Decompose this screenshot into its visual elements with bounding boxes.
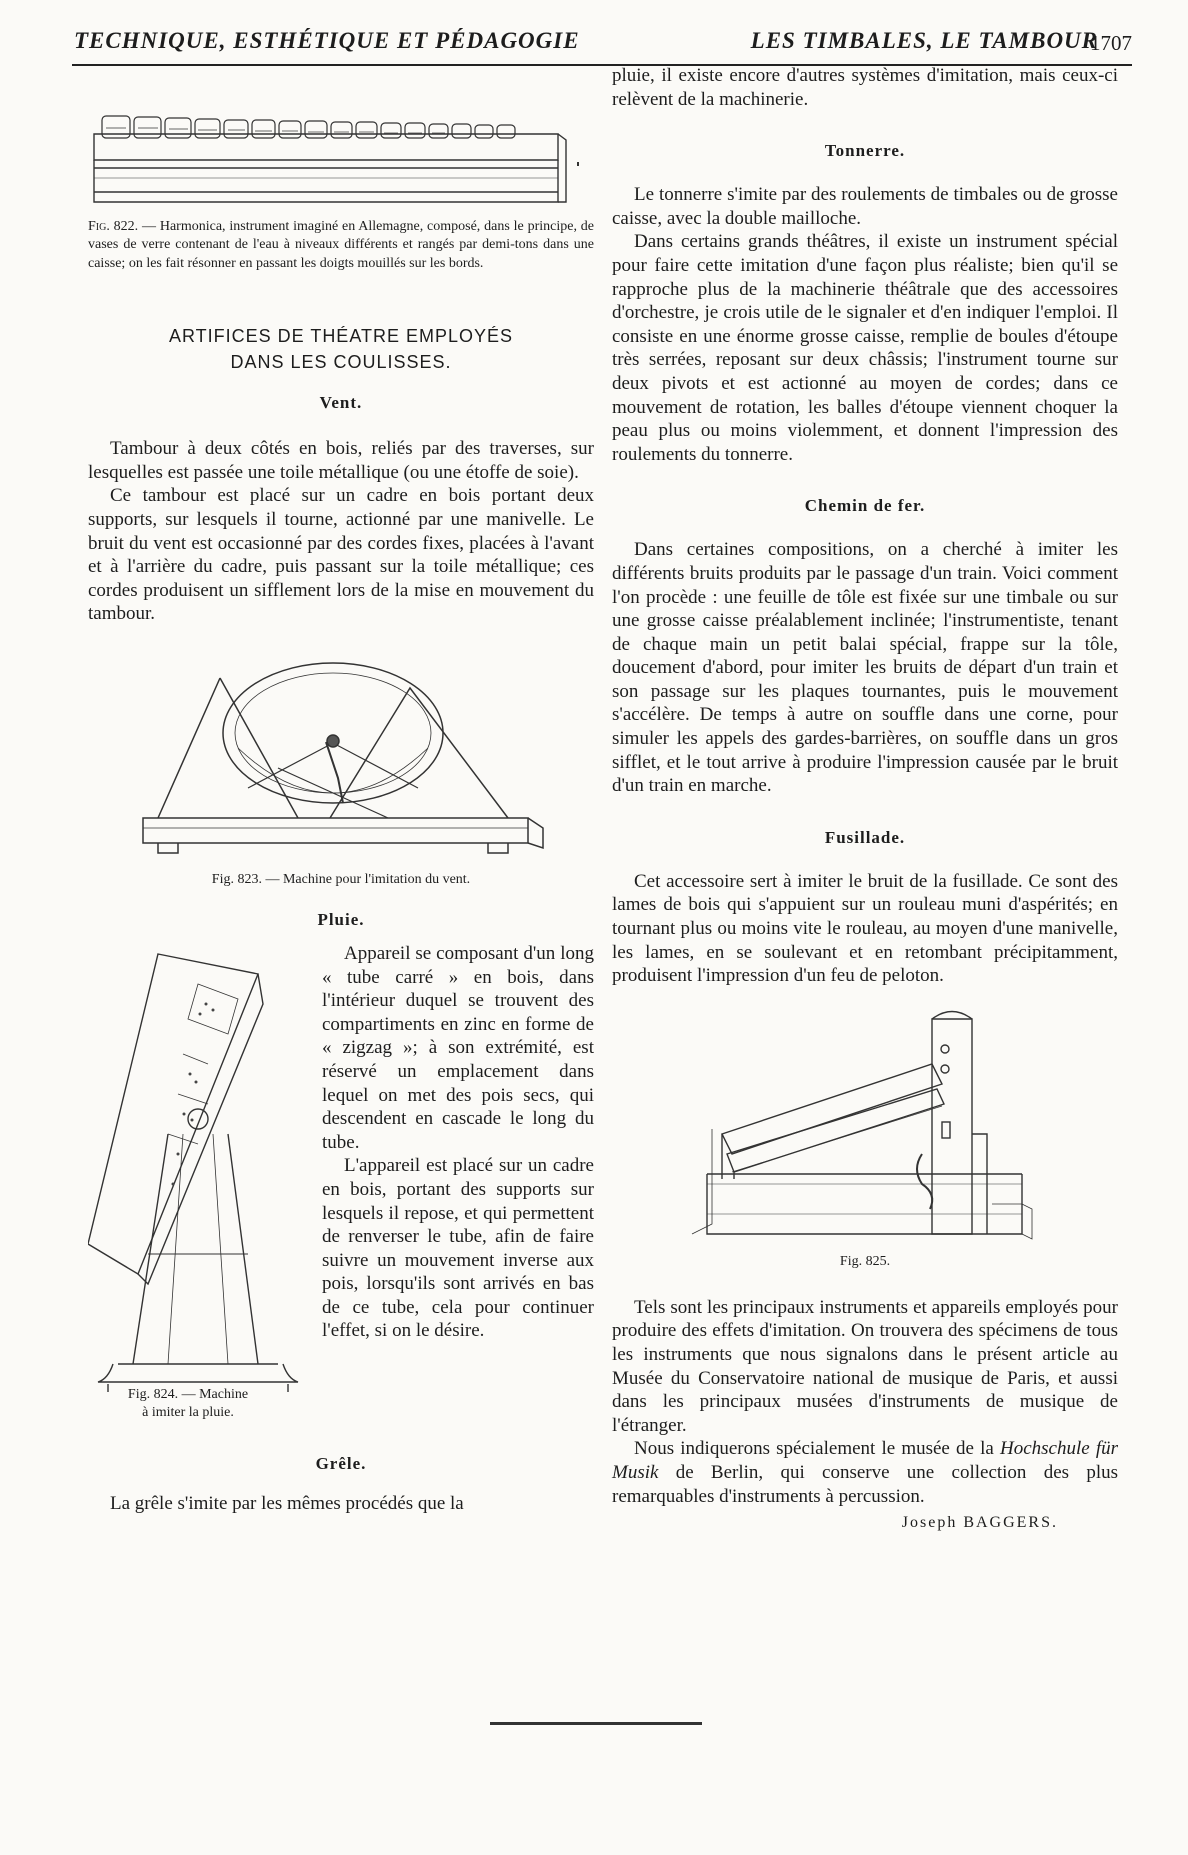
- fig-822-caption: [88, 218, 594, 273]
- pluie-title: Pluie.: [317, 909, 365, 929]
- right-column: [612, 64, 1118, 1532]
- tonnerre-paragraph-1: Le tonnerre s'imite par des roulements de timbales ou de grosse caisse, avec la double mailloche.: [612, 184, 1118, 229]
- vent-paragraph-1: Tambour à deux côtés en bois, reliés par des traverses, sur lesquelles est passée une toile métallique (ou une étoffe de soie).: [88, 438, 594, 483]
- running-header: [72, 22, 1132, 66]
- fusillade-title: Fusillade.: [824, 827, 906, 847]
- author-signature: Joseph BAGGERS.: [901, 1514, 1058, 1532]
- grele-paragraph: La grêle s'imite par les mêmes procédés que la: [110, 1492, 464, 1514]
- pluie-continuation: pluie, il existe encore d'autres systèmes d'imitation, mais ceux-ci relèvent de la machinerie.: [612, 65, 1118, 110]
- section-title-line1: ARTIFICES DE THÉATRE EMPLOYÉS: [168, 326, 514, 347]
- chemin-de-fer-title: Chemin de fer.: [804, 496, 926, 516]
- fig-824-caption-line1: Fig. 824. — Machine: [127, 1386, 249, 1402]
- fusillade-paragraph: Cet accessoire sert à imiter le bruit de la fusillade. Ce sont des lames de bois qui s'appuient sur un rouleau muni d'aspérités; en tournant plus ou moins vite le rouleau, au moyen d'une manivelle, les lames, en se soulevant et en retombant précipitamment, produisent l'impression d'un feu de peloton.: [612, 870, 1118, 987]
- vent-paragraph-2: Ce tambour est placé sur un cadre en bois portant deux supports, sur lesquels il tourne, actionné par une manivelle. Le bruit du vent est occasionné par des cordes fixes, placées à l'avant et à l'arrière du cadre, puis passant sur la toile métallique; ces cordes produisent un sifflement lors de la mise en mouvement du tambour.: [88, 485, 594, 625]
- gunfire-machine-figure: [612, 1004, 1118, 1254]
- wind-machine-figure: [88, 638, 594, 868]
- conclusion-paragraph-1: Tels sont les principaux instruments et appareils employés pour produire des effets d'imitation. On trouvera des spécimens de tous les instruments que nous signalons dans le présent article au Musée du Conservatoire national de musique de Paris, et aussi dans les principaux musées d'instruments de musique de l'étranger.: [612, 1296, 1118, 1436]
- fig-824-caption-line2: à imiter la pluie.: [142, 1405, 234, 1421]
- grele-title: Grêle.: [315, 1453, 367, 1473]
- fig-822-label: Fig. 822.: [88, 219, 139, 234]
- conclusion-paragraph-2: [612, 1437, 1118, 1508]
- fig-824-caption: [88, 1386, 288, 1423]
- header-left-title: TECHNIQUE, ESTHÉTIQUE ET PÉDAGOGIE: [74, 28, 580, 53]
- fig-822-caption-text: — Harmonica, instrument imaginé en Allemagne, composé, dans le principe, de vases de verre contenant de l'eau à niveaux différents et rangés par demi-tons dans une caisse; on les fait résonner en passant les doigts mouillés sur les bords.: [88, 219, 594, 271]
- harmonica-figure: [88, 92, 594, 212]
- fig-825-caption: Fig. 825.: [839, 1253, 891, 1269]
- section-title-line2: DANS LES COULISSES.: [230, 352, 452, 373]
- chemin-de-fer-paragraph: Dans certaines compositions, on a cherché à imiter les différents bruits produits par le passage d'un train. Voici comment l'on procède : une feuille de tôle est fixée sur une timbale ou sur une grosse caisse préalablement inclinée; l'instrumentiste, tenant de chaque main un petit balai spécial, frappe sur la tôle, doucement d'abord, pour imiter les bruits de départ d'un train et son passage sur les plaques tournantes, puis le mouvement s'accélère. De temps à autre on souffle dans une corne, pour simuler les appels des gardes-barrières, on souffle dans un gros sifflet, et le tout arrive à produire l'impression causée par le bruit d'un train en marche.: [612, 539, 1118, 797]
- conclusion-p2-start: Nous indiquerons spécialement le musée de la: [634, 1438, 1000, 1460]
- tonnerre-title: Tonnerre.: [824, 141, 906, 161]
- pluie-block: [88, 930, 594, 1510]
- left-column: [88, 64, 594, 1516]
- header-right-title: LES TIMBALES, LE TAMBOUR: [750, 28, 1098, 53]
- pluie-paragraph-1: Appareil se composant d'un long « tube carré » en bois, dans l'intérieur duquel se trouvent des compartiments en zinc en forme de « zigzag »; à son extrémité, est réservé un emplacement dans lequel on met des pois secs, qui descendent en cascade le long du tube.: [322, 942, 594, 1153]
- hochschule-name: Hochschule für Musik: [612, 1438, 1118, 1483]
- rain-machine-figure: [88, 944, 318, 1394]
- tonnerre-paragraph-2: Dans certains grands théâtres, il existe un instrument spécial pour faire cette imitation d'une façon plus réaliste; bien qu'il se rapproche plus de la machinerie théâtrale que des accessoires d'orchestre, je crois utile de le signaler et d'en indiquer l'emploi. Il consiste en une énorme grosse caisse, remplie de boules d'étoupe très serrées, reposant sur deux châssis; l'instrument tourne sur deux pivots et est actionné au moyen de cordes; dans ce mouvement de rotation, les balles d'étoupe viennent choquer la peau plus ou moins violemment, et donnent l'impression des roulements du tonnerre.: [612, 231, 1118, 465]
- pluie-text-block: [322, 942, 594, 1343]
- conclusion-p2-end: de Berlin, qui conserve une collection des plus remarquables d'instruments à percussion.: [612, 1461, 1118, 1507]
- bottom-rule: [490, 1722, 702, 1725]
- pluie-paragraph-2: L'appareil est placé sur un cadre en bois, portant des supports sur lesquels il repose, et qui permettent de renverser le tube, afin de faire suivre un mouvement inverse aux pois, lorsqu'ils sont arrivés en bas de ce tube, cela pour continuer l'effet, si on le désire.: [322, 1155, 594, 1342]
- vent-title: Vent.: [319, 393, 363, 413]
- page-number: 1707: [1090, 31, 1132, 55]
- fig-823-caption: Fig. 823. — Machine pour l'imitation du vent.: [211, 871, 471, 887]
